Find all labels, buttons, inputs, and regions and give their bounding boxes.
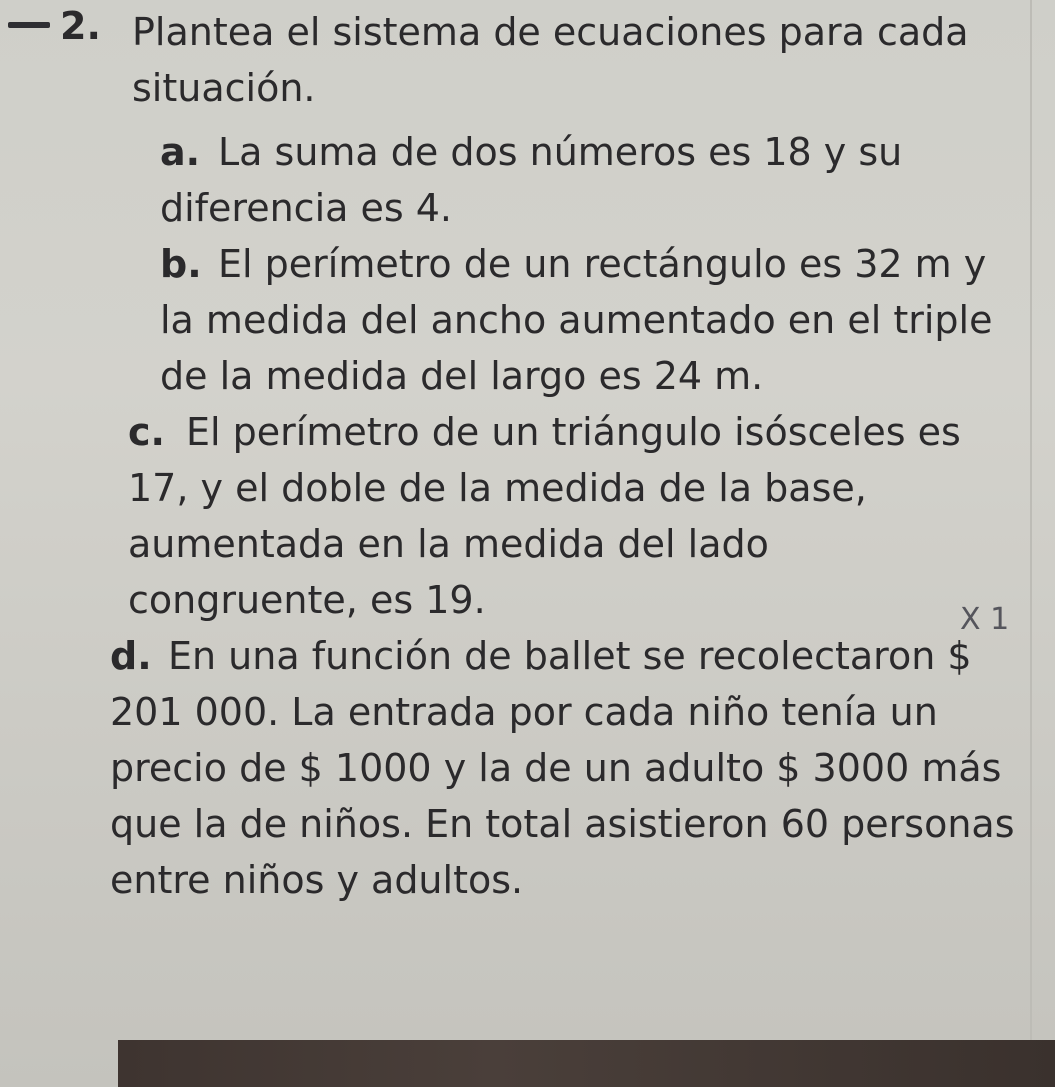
page-bottom-edge	[118, 1040, 1055, 1087]
problem-title: Plantea el sistema de ecuaciones para cada situación.	[132, 10, 969, 110]
item-text: El perímetro de un triángulo isósceles es 17, y el doble de la medida de la base, aumentada en la medida del lado congruente, es 19.	[128, 410, 961, 622]
item-letter: a.	[160, 130, 201, 174]
item-letter: d.	[110, 634, 152, 678]
exercise-item-d	[110, 628, 1030, 908]
exercise-item-b	[160, 236, 1000, 404]
exercise-item-a	[160, 124, 960, 236]
item-letter: b.	[160, 242, 202, 286]
item-text: La suma de dos números es 18 y su diferencia es 4.	[160, 130, 903, 230]
item-letter: c.	[128, 410, 165, 454]
item-text: El perímetro de un rectángulo es 32 m y la medida del ancho aumentado en el triple de la medida del largo es 24 m.	[160, 242, 993, 398]
bullet-dash	[8, 22, 50, 28]
handwritten-mark: X 1	[960, 602, 1010, 637]
exercise-item-c	[128, 404, 988, 628]
problem-number: 2.	[60, 4, 101, 48]
item-text: En una función de ballet se recolectaron $ 201 000. La entrada por cada niño tenía un precio de $ 1000 y la de un adulto $ 3000 más que la de niños. En total asistieron 60 personas entre niños y adultos.	[110, 634, 1015, 902]
page-margin-line	[1030, 0, 1032, 1087]
